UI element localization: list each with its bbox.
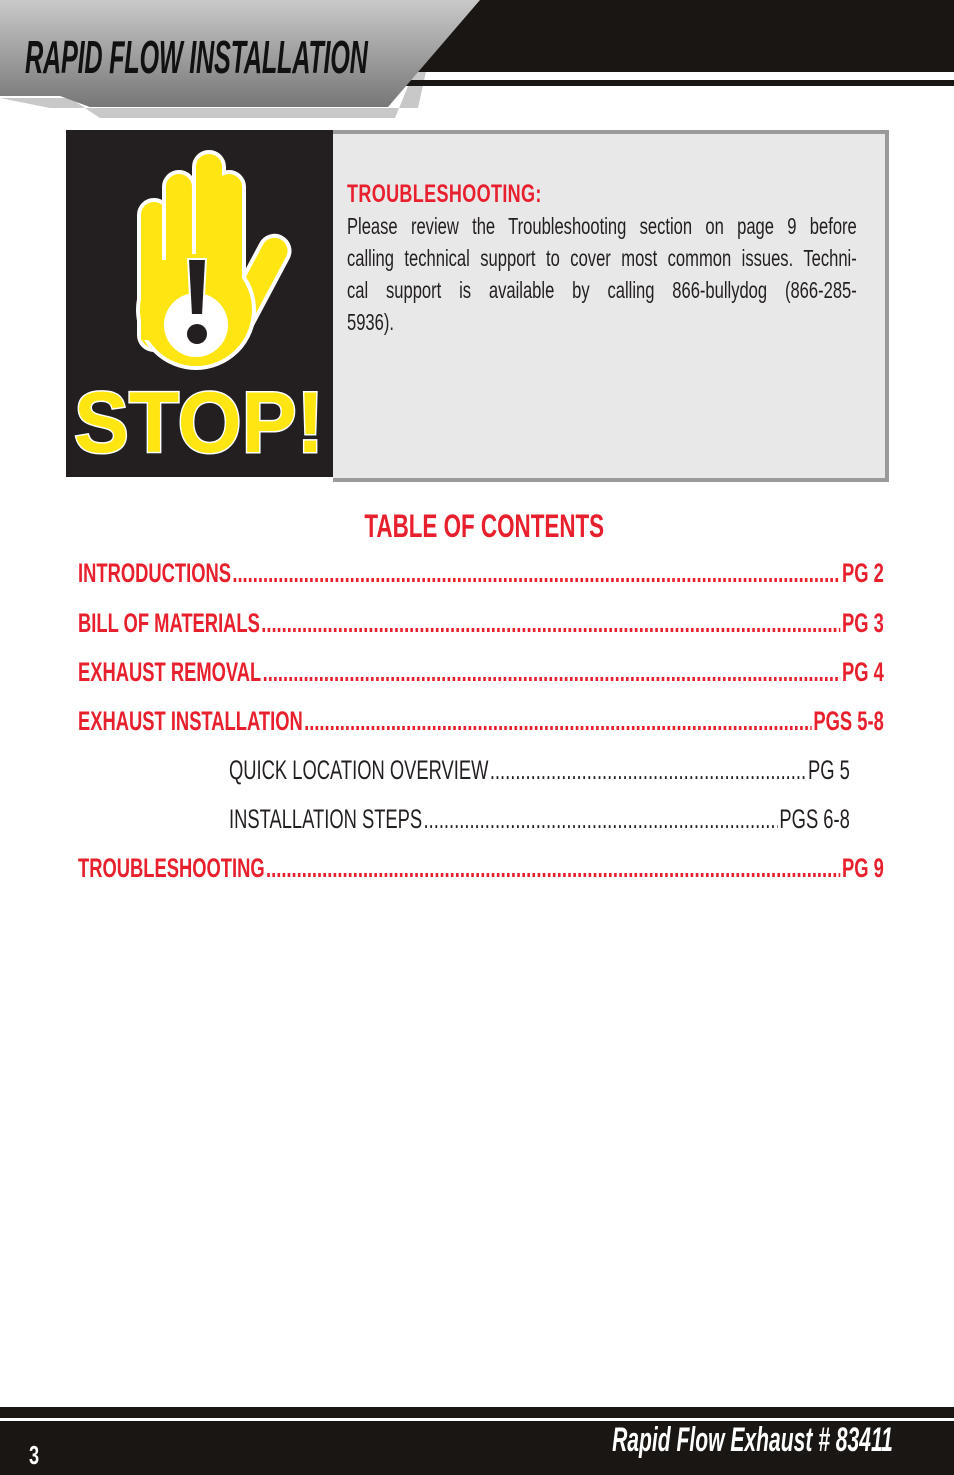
callout-text-line: 5936). <box>347 309 394 335</box>
toc-item-troubleshooting[interactable]: TROUBLESHOOTING ..... PG 9 <box>78 853 884 884</box>
stop-warning-logo <box>66 130 333 477</box>
header-title: RAPID FLOW INSTALLATION <box>25 31 368 83</box>
toc-item-introductions[interactable]: INTRODUCTIONS ..... PG 2 <box>78 558 884 589</box>
toc-item-exhaust-installation[interactable]: EXHAUST INSTALLATION ..... PGS 5-8 <box>78 706 884 737</box>
footer-stripe <box>0 1407 954 1418</box>
toc-subitem-installation-steps[interactable]: INSTALLATION STEPS ..... PGS 6-8 <box>229 804 850 835</box>
callout-text-line: calling technical support to cover most common issues. Techni- <box>347 245 857 271</box>
page-number: 3 <box>29 1440 40 1470</box>
callout-text-line: Please review the Troubleshooting section on page 9 before <box>347 213 857 239</box>
toc-item-exhaust-removal[interactable]: EXHAUST REMOVAL ..... PG 4 <box>78 657 884 688</box>
callout-title: TROUBLESHOOTING: <box>347 180 542 208</box>
stop-hand-icon <box>66 130 333 477</box>
toc-subitem-quick-location-overview[interactable]: QUICK LOCATION OVERVIEW ..... PG 5 <box>229 755 850 786</box>
toc-title: TABLE OF CONTENTS <box>364 508 604 544</box>
stop-logo-text: STOP! <box>74 375 324 471</box>
callout-text-line: cal support is available by calling 866-bullydog (866-285- <box>347 277 857 303</box>
troubleshooting-callout <box>333 130 889 482</box>
toc-item-bill-of-materials[interactable]: BILL OF MATERIALS ..... PG 3 <box>78 608 884 639</box>
footer-title: Rapid Flow Exhaust # 83411 <box>612 1421 893 1459</box>
